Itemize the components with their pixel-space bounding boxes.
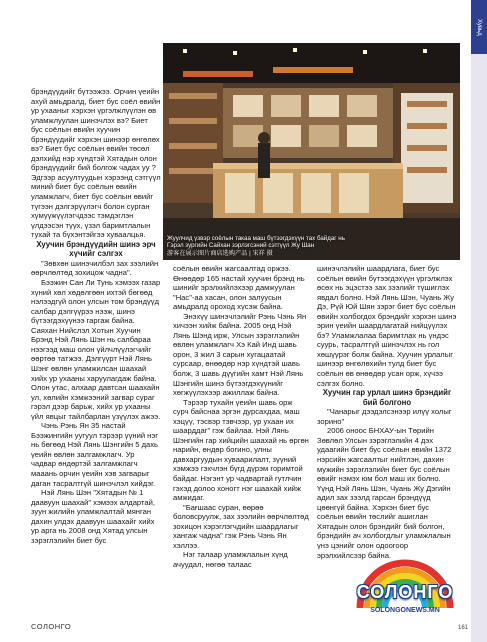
caption-line: Гэрэл зургийн Сайхан зэрлэгсэний сэтгүүл Жу Шан [167, 242, 315, 250]
paragraph: "Зөвхөн шинэчилбэл зах зээлийн өөрчлөлтөд зохицож чадна". [31, 258, 159, 278]
article-column-2 [173, 264, 309, 570]
article-column-1 [31, 87, 161, 545]
article-column-3 [317, 264, 457, 560]
section-tab: Хувьд [471, 0, 487, 54]
logo-name: СОЛОНГО [356, 582, 454, 602]
article-photo [163, 43, 460, 260]
paragraph: соёлын өвийн жагсаалтад оржээ. Өнөөдөр 165 настай хуучин брэнд нь шинийг эрэлхийлэхээр дамжуулан "Нас"-аа хасан, олон залуусын амьдралд ороход хүсэж байна. [173, 264, 305, 312]
paragraph: Тэрээр тухайн үеийн шавь орж сурч байснаа эргэн дурсахдаа, маш хэцүү, тэсвэр тэвчээр, ур ухаан их шаарддаг" гэж байлаа. Нэй Лянь Шэнгийн гар хийцийн шаахай нь өргөн нарийн, өндөр богино, улны давхаргуудын хуваарилалт, зүүний хэмжээ гэхчлэн бүгд дүрэм горимтой байдаг. Нэгэнт ур чадвартай гутлчин гэхэд долоо хоногт нэг шаахай хийж амжидаг. [173, 397, 309, 503]
paragraph: Нэй Лянь Шэн "Хятадын № 1 даавуун шаахай" хэмээх алдартай, зуун жилийн уламжлалтай мянган дахин улдэх даавуун шаахайг хийх ур арга нь 2008 онд Хятад улсын зэрэглэлийн биет бус [31, 488, 155, 545]
store-interior-illustration [163, 43, 460, 260]
side-strip [471, 0, 487, 642]
paragraph: Бээжин Сан Ли Тунь хэмээх газар хүний хөл хөдөлгөөн ихтэй бөгөөд нэлээдгүй олон улсын том брэндүүд салбар дэлгүүрээ нээж, шинэ бүтээгдэхүүнээ гаргаж байна. Саяхан Нийслэл Хотын Хуучин Брэнд Нэй Лянь Шэн нь салбараа нээгээд маш олон үйлчлүүлэгчийг өөртөө татжээ. Дэлгүүрт Нэй Лянь Шэнг өвлөн уламжилсан шаахай хийх ур ухааны харуулагдаж байна. Олон утас, алхаар давтсан шаахайн ул, хөлийн хэмжээний загвар сураг гэрэл дээр барьж, хийх ур ухааны үйл явцыг тайлбарлан үзүүлэх ажээ. [31, 278, 161, 421]
caption-line: 游客在展示图片商店选购产品 | 宋祥 摄 [167, 249, 273, 257]
paragraph: брэндүүдийг бүтээжээ. Орчин үеийн ахуй амьдралд, биет бус соёл өвийн ур ухааныг хэрхэн үргэлжлүүлэн өв уламжлуулан шинэчлэх вэ? Биет бус соёлын өвийн хуучин брэндүүдийг хэрхэн шинээр өнгөлөх вэ? Биет бус соёлын өвийн төсөл дэлхийд нэр хүндтэй Хятадын олон брэндүүдийг бий болгож чадах уу ? Эдгээр асуултуудын хэрээнд сэтгүүл миний биет бус соёлын өвийн уламжлагч, биет бус соёлын өвийг түгээн дэлгэрүүлэгч болон сурган хүмүүжүүлэгчдээс тэмдэглэн үлдээсэн түүх, үзэл баримтлалын тухай та бүхэнтэйгээ хуваалцья. [31, 87, 161, 240]
paragraph: 2006 оноос БНХАУ-ын Төрийн Зөвлөл Улсын зэрэглэлийн 4 дэх удаагийн биет бус соёлын өвийн 1372 нэрсийн жагсаалтыг нийтлэн, дахин мужийн зэрэглэлийн биет бус соёлын өвийг нэмэх юм бол маш их болно. Үүнд Нэй Лянь Шэн, Чуань Жу Дэгийн адил зах зээлд гарсан брэндүүд цөөнгүй байна. Хэрхэн биет бус соёлын өвийн төслийг ашиглан Хятадын олон брэндийг бий болгон, брэндийн ач холбогдлыг уламжлалын үнэ цэнийг олон одоогоор эрэлхийлсээр байна. [317, 426, 452, 560]
photo-caption [167, 235, 456, 257]
paragraph: "Чанарыг дээдэлсэнээр илүү холыг зорино" [317, 407, 452, 426]
solongo-logo [346, 552, 464, 628]
caption-line: Жуулчид үзвэр соёлын такаа маш бүтээгдэхүүн тах байдаг нь [167, 234, 345, 242]
paragraph: Нэг талаар уламжлалын хүнд ачуудал, нөгөө талаас [173, 550, 288, 569]
logo-url: SOLONGONEWS.MN [370, 607, 440, 614]
section-heading: Хуучин гар урлал шинэ брэндийг бий болгоно [322, 388, 452, 407]
page-number: 161 [458, 625, 469, 631]
paragraph: Чэнь Рэнь Ян 35 настай Бээжингийн уугуул тэрээр үүний нэг нь бөгөөд Нэй Лянь Шэнгийн 5 дахь үеийн өвлөн залгамжлагч. Ур чадвар өндөртэй залгамжлагч мааань орчин үеийн хэв загварыг даган тасралтгүй шинэчлэл хийдэг. [31, 421, 159, 488]
paragraph: Энэхүү шинэчлэлийг Рэнь Чэнь Ян хичээн хийж байна. 2005 онд Нэй Лянь Шэнд ирж, Улсын зэрэглэлийн өвлөн уламжлагч Хэ Кай Инд шавь орон, 3 жил 3 сарын хугацаатай сурсаар, өнөөдөр нэр хүндтэй шавь болж, 3 шавь дүүгийн хамт Нэй Лянь Шэнгийн шинэ бүтээгдэхүүнийг хөгжүүлэхээр ажиллаж байна. [173, 311, 307, 398]
footer-magazine-name: СОЛОНГО [31, 622, 72, 631]
paragraph: шинэчлэлийн шаардлага, биет бус соёлын өвийн бүтээгдэхүүн үргэлжлэх өсөх нь эцэстээ зах зээлийг түшиглэх явдал болно. Нэй Лянь Шэн, Чуань Жу Дэ, Рүй Юй Шян зэрэг биет бус соёлын өвийн холбогдох брэндийг хэрхэн шинэ эрин үеийн шаардлагатай нийцүүлэх бэ? Уламжлалаа баримтлах нь үндэс суурь, тасралтгүй шинэчлэх нь гол хөшүүрэг болж байна. Хуучин урлалыг шинээр өнгөлөхийн тулд биет бус соёлын өв өнөөдөр усан орж, хүчээ сэлгэх болно. [317, 264, 457, 388]
paragraph: "Бағшаас суран, өөрөө боловсруулж, зах зээлийн өөрчлөлтөд зохицон хэрэглэгчдийн шаардлагыг хангаж чадна" гэж Рэнь Чэнь Ян хэллээ. [173, 502, 309, 550]
section-heading: Хуучин брэндүүдийн шинэ эрч хүчийг сэлгэх [36, 239, 156, 259]
